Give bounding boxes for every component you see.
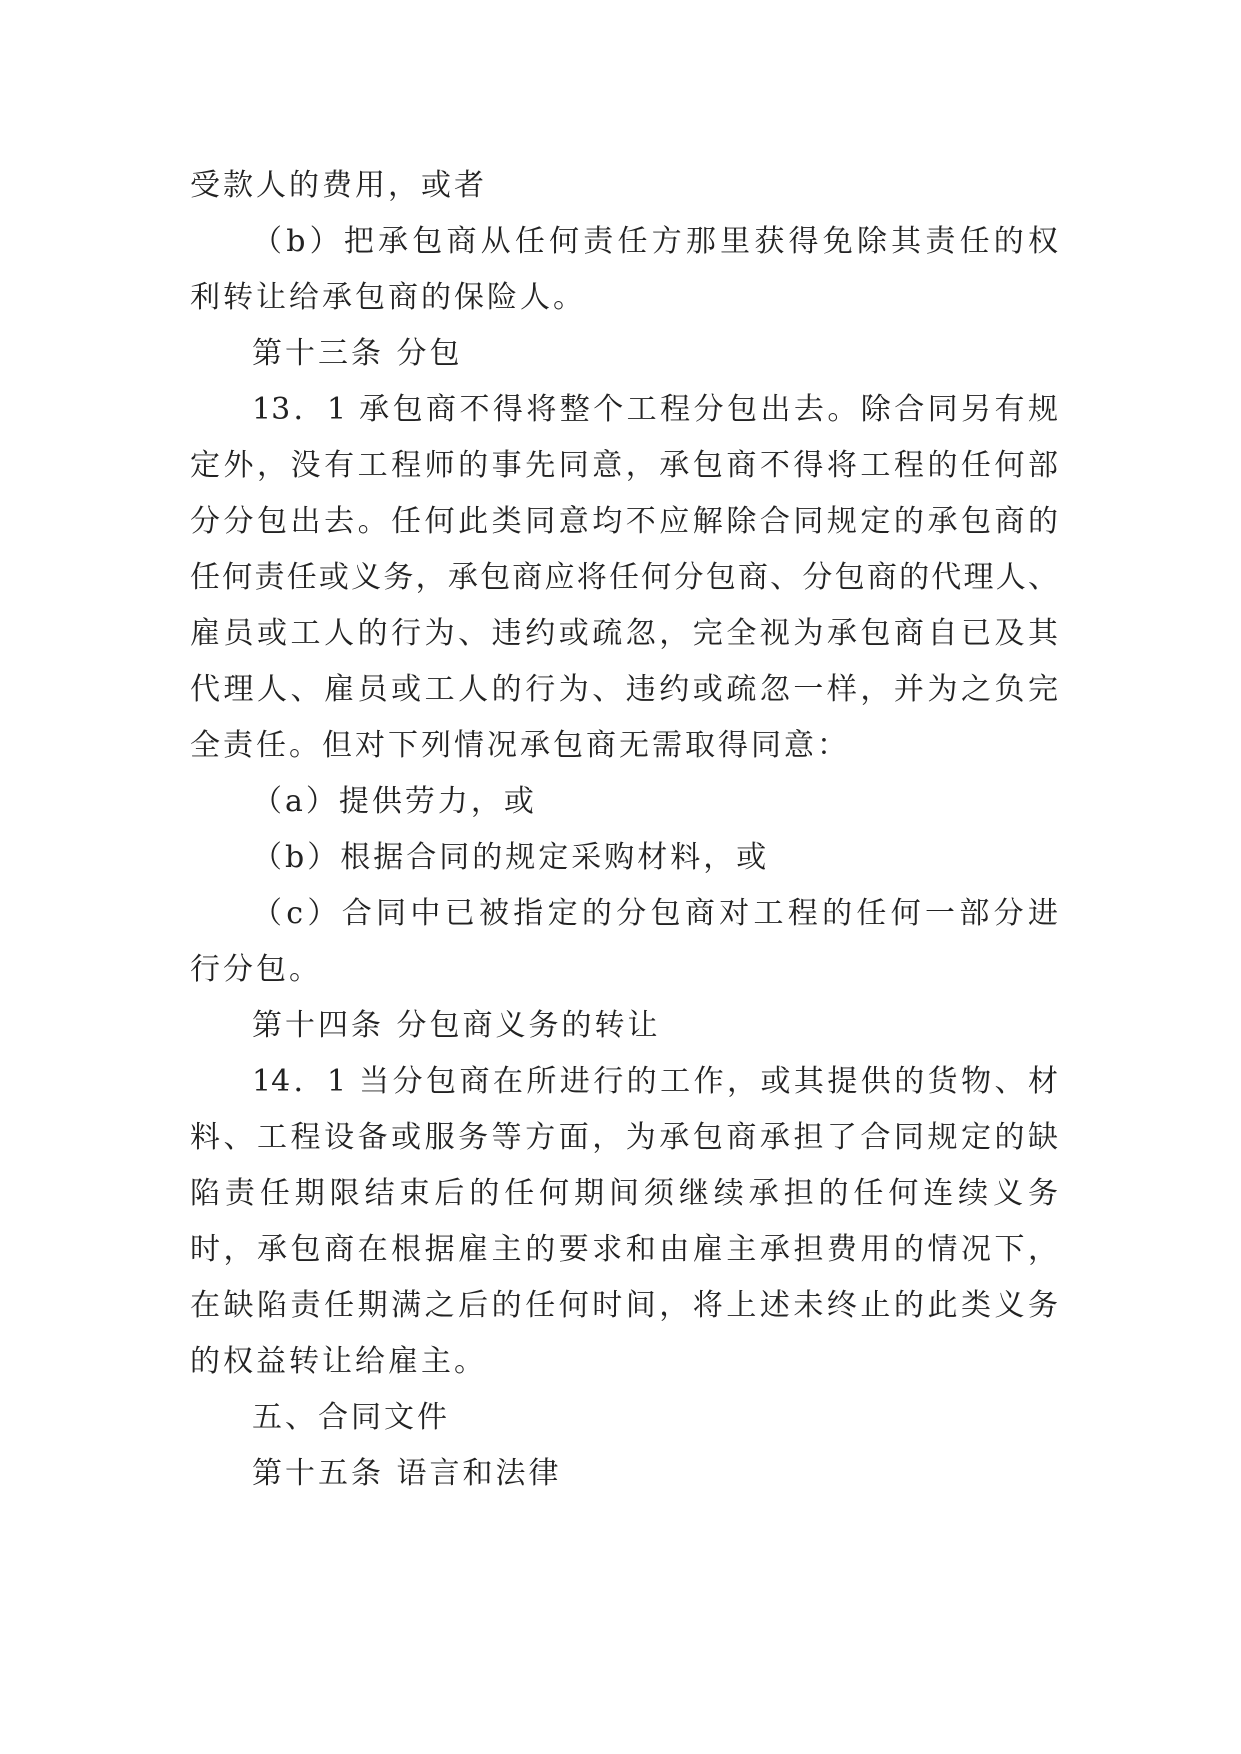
text-line: 分分包出去。任何此类同意均不应解除合同规定的承包商的 (190, 504, 1058, 539)
text-line: 雇员或工人的行为、违约或疏忽，完全视为承包商自已及其 (190, 616, 1058, 651)
text-line: 13．1 承包商不得将整个工程分包出去。除合同另有规 (252, 392, 1058, 427)
text-line: 陷责任期限结束后的任何期间须继续承担的任何连续义务 (190, 1176, 1058, 1211)
text-line: 的权益转让给雇主。 (190, 1344, 487, 1379)
list-item: （c）合同中已被指定的分包商对工程的任何一部分进 (252, 896, 1058, 931)
text-line: 行分包。 (190, 952, 322, 987)
text-line: 14．1 当分包商在所进行的工作，或其提供的货物、材 (252, 1064, 1058, 1099)
text-line: 全责任。但对下列情况承包商无需取得同意： (190, 728, 850, 763)
text-line: 定外，没有工程师的事先同意，承包商不得将工程的任何部 (190, 448, 1058, 483)
section-heading: 第十四条 分包商义务的转让 (252, 1008, 661, 1043)
section-heading: 第十五条 语言和法律 (252, 1456, 562, 1491)
text-line: 料、工程设备或服务等方面，为承包商承担了合同规定的缺 (190, 1120, 1058, 1155)
section-heading: 第十三条 分包 (252, 336, 463, 371)
text-line: 在缺陷责任期满之后的任何时间，将上述未终止的此类义务 (190, 1288, 1058, 1323)
text-line: 代理人、雇员或工人的行为、违约或疏忽一样，并为之负完 (190, 672, 1058, 707)
section-heading: 五、合同文件 (252, 1400, 450, 1435)
text-line: （b）把承包商从任何责任方那里获得免除其责任的权 (252, 224, 1058, 259)
text-line: 受款人的费用，或者 (190, 168, 487, 203)
list-item: （b）根据合同的规定采购材料，或 (252, 840, 770, 875)
text-line: 利转让给承包商的保险人。 (190, 280, 586, 315)
text-line: 时，承包商在根据雇主的要求和由雇主承担费用的情况下， (190, 1232, 1058, 1267)
text-line: 任何责任或义务，承包商应将任何分包商、分包商的代理人、 (190, 560, 1058, 595)
list-item: （a）提供劳力，或 (252, 784, 537, 819)
